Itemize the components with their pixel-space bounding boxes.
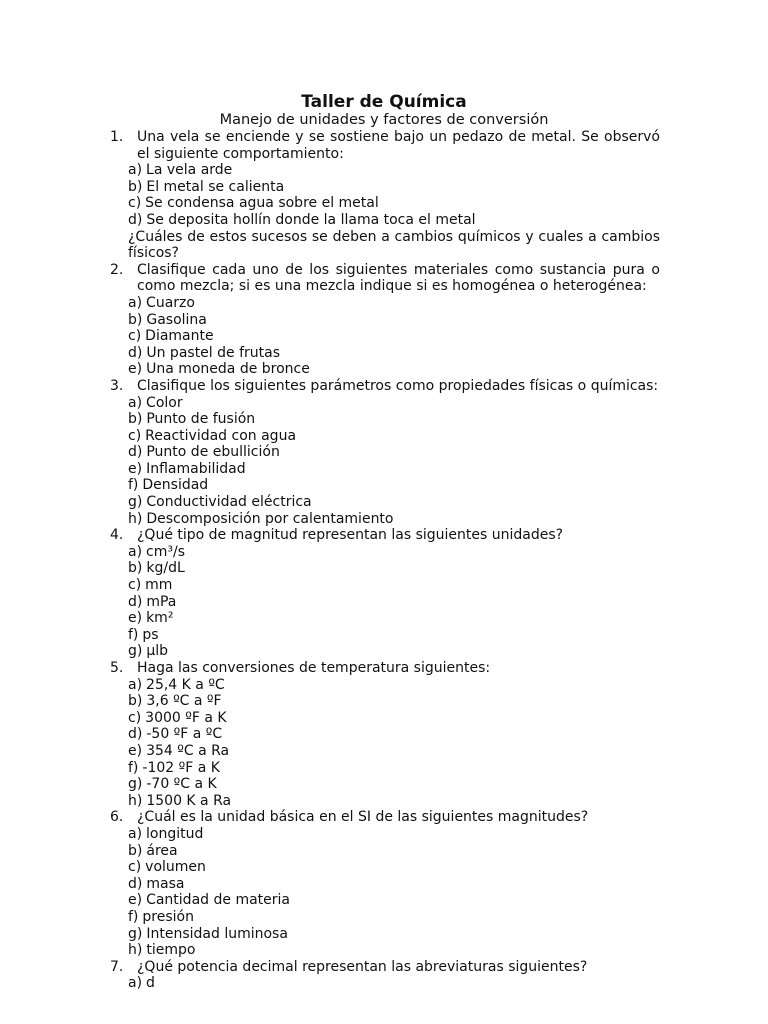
option-item: [128, 826, 660, 843]
option-text: Se condensa agua sobre el metal: [145, 195, 379, 212]
option-label: b): [128, 178, 143, 195]
option-label: f): [128, 759, 139, 776]
option-item: [128, 395, 660, 412]
option-item: [128, 793, 660, 810]
option-item: [128, 677, 660, 694]
option-text: área: [146, 842, 178, 859]
option-list: [110, 162, 660, 228]
option-text: Intensidad luminosa: [146, 925, 288, 942]
option-item: [128, 859, 660, 876]
option-text: Gasolina: [146, 311, 207, 328]
question-header: [110, 660, 660, 677]
option-text: km²: [146, 610, 174, 627]
option-label: g): [128, 776, 143, 793]
question-text: Clasifique cada uno de los siguientes materiales como sustancia pura o como mezcla; si es una mezcla indique si es homogénea o heterogénea:: [137, 261, 660, 295]
option-text: presión: [142, 908, 194, 925]
option-label: d): [128, 444, 143, 461]
question-text: Una vela se enciende y se sostiene bajo un pedazo de metal. Se observó el siguiente comportamiento:: [137, 129, 660, 162]
option-item: [128, 594, 660, 611]
option-text: 1500 K a Ra: [146, 792, 232, 809]
option-label: d): [128, 726, 143, 743]
option-label: g): [128, 494, 143, 511]
question-number: 7.: [110, 958, 124, 975]
option-item: [128, 743, 660, 760]
option-text: -102 ºF a K: [142, 759, 220, 776]
option-item: [128, 494, 660, 511]
option-item: [128, 610, 660, 627]
question-header: [110, 262, 660, 295]
option-label: c): [128, 195, 142, 212]
question-header: [110, 959, 660, 976]
option-text: Inflamabilidad: [146, 460, 246, 477]
question-header: [110, 527, 660, 544]
option-text: 3000 ºF a K: [145, 709, 227, 726]
question-3: [110, 378, 660, 527]
option-item: [128, 876, 660, 893]
question-2: [110, 262, 660, 378]
option-text: Un pastel de frutas: [146, 344, 281, 361]
option-label: h): [128, 510, 143, 527]
option-text: d: [146, 975, 155, 992]
option-label: b): [128, 560, 143, 577]
option-label: d): [128, 875, 143, 892]
option-label: f): [128, 477, 139, 494]
option-item: [128, 560, 660, 577]
option-list: [110, 544, 660, 660]
option-item: [128, 892, 660, 909]
option-label: a): [128, 294, 143, 311]
option-text: Cuarzo: [146, 294, 195, 311]
option-text: mm: [145, 577, 173, 594]
option-item: [128, 577, 660, 594]
option-item: [128, 909, 660, 926]
option-label: d): [128, 211, 143, 228]
option-text: Una moneda de bronce: [146, 361, 310, 378]
option-list: [110, 677, 660, 810]
option-item: [128, 444, 660, 461]
option-item: [128, 477, 660, 494]
option-text: 25,4 K a ºC: [146, 676, 225, 693]
option-label: a): [128, 975, 143, 992]
option-label: e): [128, 892, 143, 909]
option-label: e): [128, 361, 143, 378]
question-number: 4.: [110, 527, 124, 544]
option-text: Punto de fusión: [146, 411, 256, 428]
question-header: [110, 378, 660, 395]
option-text: -50 ºF a ºC: [146, 726, 223, 743]
option-item: [128, 312, 660, 329]
option-item: [128, 295, 660, 312]
option-text: Se deposita hollín donde la llama toca el metal: [146, 211, 476, 228]
option-text: Punto de ebullición: [146, 444, 280, 461]
option-text: Densidad: [142, 477, 209, 494]
question-text: ¿Qué potencia decimal representan las abreviaturas siguientes?: [137, 958, 588, 975]
option-item: [128, 776, 660, 793]
option-text: Diamante: [145, 328, 214, 345]
option-text: masa: [146, 875, 185, 892]
option-text: mPa: [146, 593, 177, 610]
question-4: [110, 527, 660, 660]
question-7: [110, 959, 660, 992]
option-text: tiempo: [146, 942, 196, 959]
option-text: Conductividad eléctrica: [146, 494, 312, 511]
option-label: h): [128, 942, 143, 959]
option-item: [128, 179, 660, 196]
question-number: 3.: [110, 377, 124, 394]
question-list: [110, 129, 660, 992]
option-label: c): [128, 859, 142, 876]
option-text: volumen: [145, 859, 206, 876]
option-item: [128, 926, 660, 943]
option-item: [128, 975, 660, 992]
option-item: [128, 411, 660, 428]
option-label: h): [128, 792, 143, 809]
option-label: c): [128, 709, 142, 726]
option-item: [128, 627, 660, 644]
option-label: d): [128, 344, 143, 361]
option-label: f): [128, 626, 139, 643]
question-number: 6.: [110, 809, 124, 826]
question-1: [110, 129, 660, 262]
option-label: b): [128, 842, 143, 859]
option-label: g): [128, 643, 143, 660]
option-label: c): [128, 427, 142, 444]
option-item: [128, 162, 660, 179]
option-item: [128, 511, 660, 528]
question-number: 5.: [110, 660, 124, 676]
option-item: [128, 843, 660, 860]
option-list: [110, 395, 660, 528]
option-text: 354 ºC a Ra: [146, 742, 230, 759]
option-label: b): [128, 411, 143, 428]
option-text: cm³/s: [146, 543, 186, 560]
option-text: Cantidad de materia: [146, 892, 290, 909]
option-text: longitud: [146, 825, 204, 842]
option-text: Descomposición por calentamiento: [146, 510, 394, 527]
option-label: g): [128, 925, 143, 942]
question-text: Haga las conversiones de temperatura siguientes:: [137, 660, 491, 676]
option-label: f): [128, 908, 139, 925]
option-item: [128, 643, 660, 660]
option-label: a): [128, 825, 143, 842]
option-text: Reactividad con agua: [145, 427, 297, 444]
question-header: [110, 129, 660, 162]
document-title: Taller de Química: [301, 92, 467, 112]
option-text: 3,6 ºC a ºF: [146, 693, 222, 710]
option-item: [128, 361, 660, 378]
option-item: [128, 212, 660, 229]
option-text: µlb: [146, 643, 169, 660]
option-text: kg/dL: [146, 560, 185, 577]
question-number: 1.: [110, 129, 124, 145]
question-followup: ¿Cuáles de estos sucesos se deben a cambios químicos y cuales a cambios físicos?: [128, 228, 660, 262]
option-label: e): [128, 610, 143, 627]
option-list: [110, 295, 660, 378]
option-item: [128, 693, 660, 710]
option-item: [128, 328, 660, 345]
option-label: c): [128, 577, 142, 594]
option-label: b): [128, 693, 143, 710]
option-text: La vela arde: [146, 162, 233, 179]
option-item: [128, 544, 660, 561]
option-label: a): [128, 676, 143, 693]
option-list: [110, 826, 660, 959]
option-label: a): [128, 162, 143, 179]
option-item: [128, 710, 660, 727]
option-label: e): [128, 460, 143, 477]
option-item: [128, 726, 660, 743]
option-item: [128, 428, 660, 445]
option-label: a): [128, 543, 143, 560]
document-subtitle: Manejo de unidades y factores de conversión: [219, 112, 549, 128]
option-item: [128, 195, 660, 212]
question-text: ¿Qué tipo de magnitud representan las siguientes unidades?: [137, 527, 564, 544]
question-text: Clasifique los siguientes parámetros como propiedades físicas o químicas:: [137, 377, 659, 394]
option-item: [128, 760, 660, 777]
option-text: ps: [142, 626, 159, 643]
option-item: [128, 345, 660, 362]
option-text: Color: [146, 394, 183, 411]
question-number: 2.: [110, 261, 124, 278]
option-label: b): [128, 311, 143, 328]
option-list: [110, 975, 660, 992]
question-header: [110, 809, 660, 826]
option-label: c): [128, 328, 142, 345]
option-label: e): [128, 742, 143, 759]
question-5: [110, 660, 660, 809]
option-text: El metal se calienta: [146, 178, 285, 195]
option-text: -70 ºC a K: [146, 776, 217, 793]
option-label: a): [128, 394, 143, 411]
option-label: d): [128, 593, 143, 610]
option-item: [128, 461, 660, 478]
question-text: ¿Cuál es la unidad básica en el SI de las siguientes magnitudes?: [137, 809, 589, 826]
option-item: [128, 942, 660, 959]
question-6: [110, 809, 660, 958]
